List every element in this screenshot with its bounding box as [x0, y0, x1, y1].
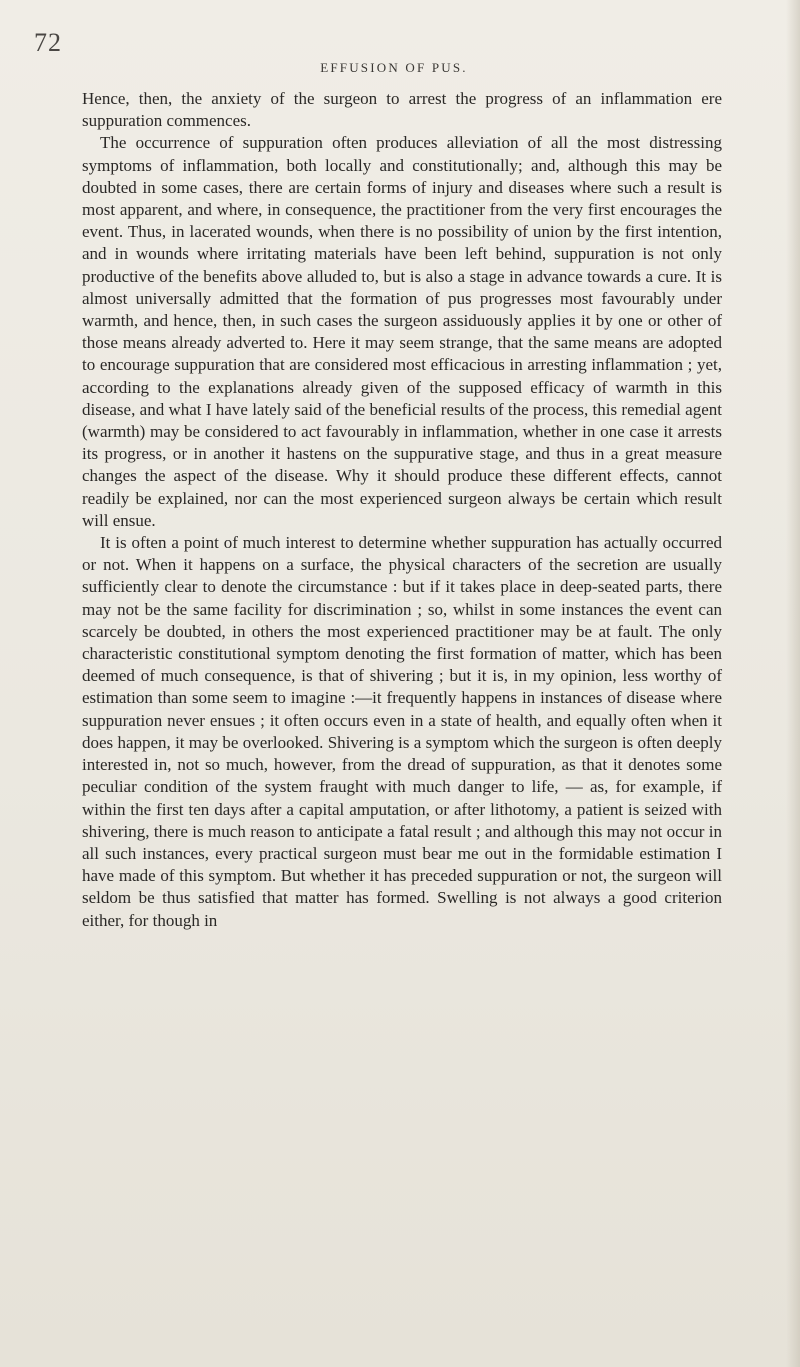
running-head: EFFUSION OF PUS. [320, 60, 468, 75]
body-text [82, 88, 722, 932]
paragraph-1: Hence, then, the anxiety of the surgeon to arrest the progress of an inflammation ere suppuration commences. [82, 89, 722, 131]
paragraph-2: The occurrence of suppuration often produces alleviation of all the most distressing symptoms of inflammation, both locally and constitutionally; and, although this may be doubted in some cases, there are certain forms of injury and diseases where such a result is most apparent, and where, in consequence, the practitioner from the very first encourages the event. Thus, in lacerated wounds, when there is no possibility of union by the first intention, and in wounds where irritating materials have been left behind, suppuration is not only productive of the benefits above alluded to, but is also a stage in advance towards a cure. It is almost universally admitted that the formation of pus progresses most favourably under warmth, and hence, then, in such cases the surgeon assiduously applies it by one or other of those means already adverted to. Here it may seem strange, that the same means are adopted to encourage suppuration that are considered most efficacious in arresting inflammation ; yet, according to the explanations already given of the supposed efficacy of warmth in this disease, and what I have lately said of the beneficial results of the process, this remedial agent (warmth) may be considered to act favourably in inflammation, whether in one case it arrests its progress, or in another it hastens on the suppurative stage, and thus in a great measure changes the aspect of the disease. Why it should produce these different effects, cannot readily be explained, nor can the most experienced surgeon always be certain which result will ensue. [82, 133, 722, 530]
page-header [34, 28, 754, 75]
page-number: 72 [34, 28, 62, 57]
page-edge-shadow [786, 0, 800, 1367]
paragraph-3: It is often a point of much interest to determine whether suppuration has actually occurred or not. When it happens on a surface, the physical characters of the secretion are usually sufficiently clear to denote the circumstance : but if it takes place in deep-seated parts, there may not be the same facility for discrimination ; so, whilst in some instances the event can scarcely be doubted, in others the most experienced practitioner may be at fault. The only characteristic constitutional symptom denoting the first formation of matter, which has been deemed of much consequence, is that of shivering ; but it is, in my opinion, less worthy of estimation than some seem to imagine :—it frequently happens in instances of disease where suppuration never ensues ; it often occurs even in a state of health, and equally often when it does happen, it may be overlooked. Shivering is a symptom which the surgeon is often deeply interested in, not so much, however, from the dread of suppuration, as that it denotes some peculiar condition of the system fraught with much danger to life, — as, for example, if within the first ten days after a capital amputation, or after lithotomy, a patient is seized with shivering, there is much reason to anticipate a fatal result ; and although this may not occur in all such instances, every practical surgeon must bear me out in the formidable estimation I have made of this symptom. But whether it has preceded suppuration or not, the surgeon will seldom be thus satisfied that matter has formed. Swelling is not always a good criterion either, for though in [82, 533, 722, 930]
